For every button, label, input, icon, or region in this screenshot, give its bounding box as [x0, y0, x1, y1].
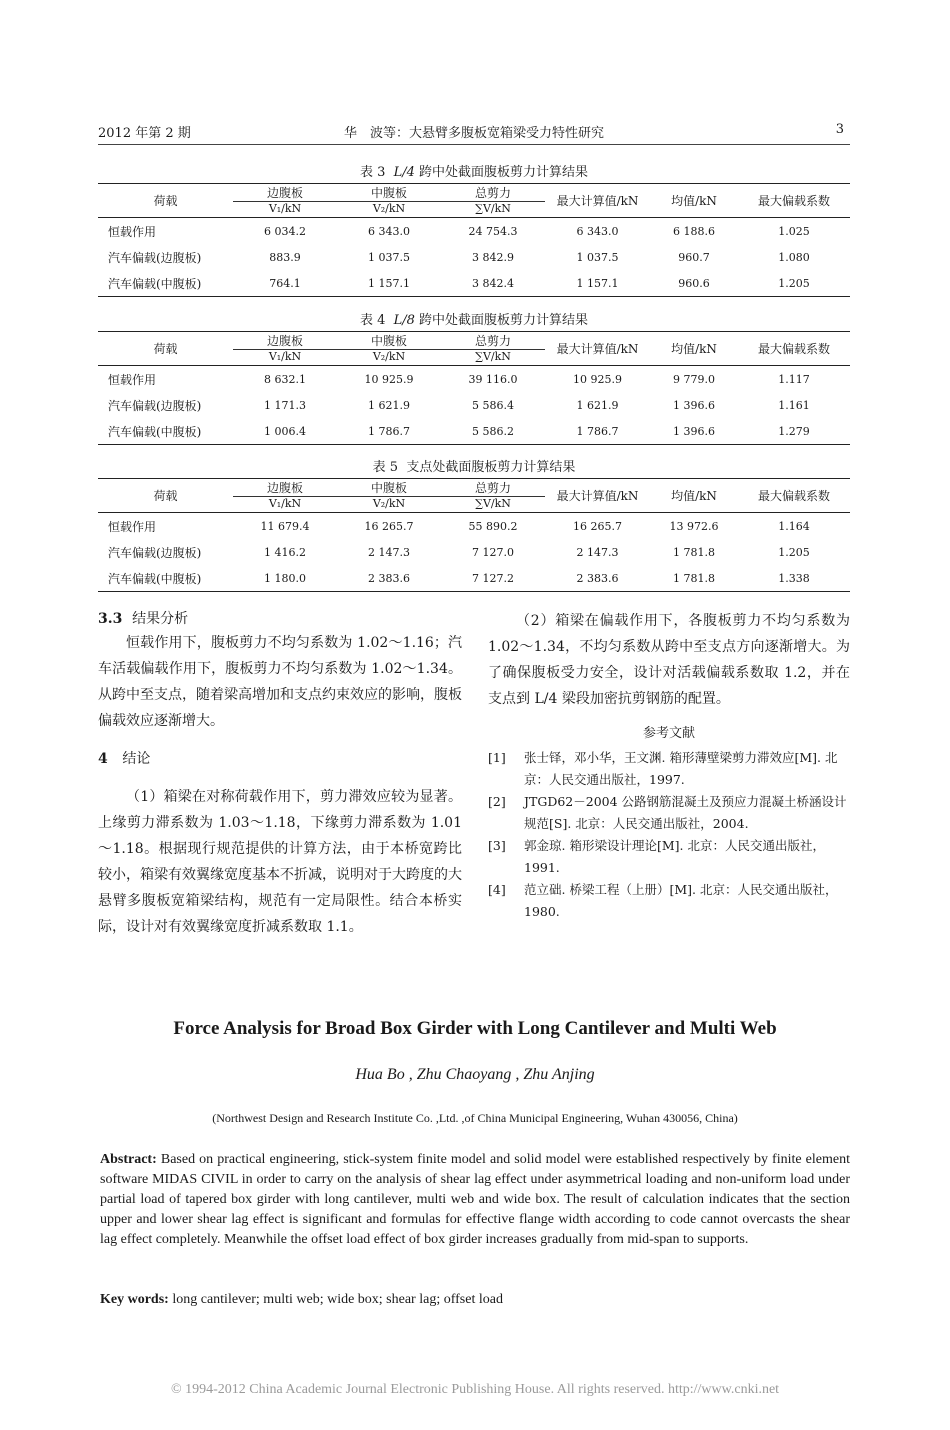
col-side-web: 边腹板	[233, 332, 337, 350]
table-title: 表 3 L/4 跨中处截面腹板剪力计算结果	[359, 165, 589, 180]
issue-label: 2012 年第 2 期	[98, 126, 191, 141]
col-load: 荷载	[153, 194, 178, 208]
table-4	[98, 311, 850, 445]
reference-item: [1] 张士铎，邓小华，王文渊. 箱形薄壁梁剪力滞效应[M]. 北京：人民交通出版社，1997.	[488, 750, 838, 787]
col-mid-web: 中腹板	[337, 332, 441, 350]
keywords: Key words: long cantilever; multi web; wide box; shear lag; offset load	[100, 1292, 503, 1307]
english-title: Force Analysis for Broad Box Girder with Long Cantilever and Multi Web	[173, 1018, 777, 1039]
paragraph: 恒载作用下，腹板剪力不均匀系数为 1.02～1.16；汽车活载偏载作用下，腹板剪力不均匀系数为 1.02～1.34。从跨中至支点，随着梁高增加和支点约束效应的影响，腹板偏载效应逐渐增大。	[98, 635, 462, 729]
keywords-label: Key words	[100, 1292, 165, 1307]
table-title: 表 4 L/8 跨中处截面腹板剪力计算结果	[359, 313, 589, 328]
col-side-web-unit: V₁/kN	[268, 350, 302, 363]
col-mean: 均值/kN	[671, 194, 717, 208]
table-row: 恒载作用 6 034.2 6 343.0 24 754.3 6 343.0 6 188.6 1.025	[108, 224, 810, 239]
col-coef: 最大偏载系数	[757, 342, 830, 356]
abstract-label: Abstract	[100, 1152, 153, 1167]
references-title: 参考文献	[642, 726, 695, 741]
abstract-text: Based on practical engineering, stick-system finite model and solid model were established respectively by finite element software MIDAS CIVIL in order to carry on the analysis of shear lag effect under asymmetrical loading and non-uniform load under partial load of tapered box girder with long cantilever, multi web and wide box. The result of calculation indicates that the section upper and lower shear lag effect is significant and formulas for effective flange width according to code cannot overcasts the shear lag effect completely. Meanwhile the offset load effect of box girder increases gradually from mid-span to supports.	[100, 1152, 850, 1247]
left-column	[98, 608, 462, 940]
col-total-unit: ∑V/kN	[475, 350, 511, 363]
data-table	[98, 331, 850, 445]
running-head	[98, 120, 850, 145]
keywords-text: long cantilever; multi web; wide box; shear lag; offset load	[172, 1292, 503, 1307]
table-5	[98, 458, 850, 592]
col-max: 最大计算值/kN	[556, 489, 639, 503]
col-total: 总剪力	[441, 479, 545, 497]
table-3	[98, 163, 850, 297]
col-coef: 最大偏载系数	[757, 489, 830, 503]
paragraph: （2）箱梁在偏载作用下，各腹板剪力不均匀系数为 1.02～1.34，不均匀系数从跨中至支点方向逐渐增大。为了确保腹板受力安全，设计对活载偏载系数取 1.2，并在支点到 L/4 梁段加密抗剪钢筋的配置。	[488, 613, 850, 707]
data-table	[98, 183, 850, 297]
col-side-web-unit: V₁/kN	[268, 202, 302, 215]
page-number: 3	[835, 122, 844, 137]
col-side-web-unit: V₁/kN	[268, 497, 302, 510]
col-total-unit: ∑V/kN	[475, 497, 511, 510]
table-row: 汽车偏载(中腹板) 1 180.0 2 383.6 7 127.2 2 383.6 1 781.8 1.338	[108, 571, 810, 586]
col-load: 荷载	[153, 342, 178, 356]
table-row: 汽车偏载(边腹板) 1 416.2 2 147.3 7 127.0 2 147.3 1 781.8 1.205	[108, 545, 810, 560]
col-mid-web: 中腹板	[337, 479, 441, 497]
col-mid-web-unit: V₂/kN	[372, 202, 406, 215]
col-load: 荷载	[153, 489, 178, 503]
col-total: 总剪力	[441, 332, 545, 350]
table-row: 汽车偏载(边腹板) 1 171.3 1 621.9 5 586.4 1 621.9 1 396.6 1.161	[108, 398, 810, 413]
col-total: 总剪力	[441, 184, 545, 202]
table-row: 汽车偏载(中腹板) 1 006.4 1 786.7 5 586.2 1 786.7 1 396.6 1.279	[108, 424, 810, 439]
copyright-footer: © 1994-2012 China Academic Journal Electronic Publishing House. All rights reserved. http://www.cnki.net	[170, 1382, 780, 1397]
reference-item: [3] 郭金琼. 箱形梁设计理论[M]. 北京：人民交通出版社，1991.	[488, 838, 825, 875]
col-total-unit: ∑V/kN	[475, 202, 511, 215]
col-max: 最大计算值/kN	[556, 342, 639, 356]
table-row: 汽车偏载(边腹板) 883.9 1 037.5 3 842.9 1 037.5 960.7 1.080	[108, 250, 810, 265]
paragraph: （1）箱梁在对称荷载作用下，剪力滞效应较为显著。上缘剪力滞系数为 1.03～1.18，下缘剪力滞系数为 1.01～1.18。根据现行规范提供的计算方法，由于本桥宽跨比较小，箱梁有效翼缘宽度基本不折减，说明对于大跨度的大悬臂多腹板宽箱梁结构，规范有一定局限性。结合本桥实际，设计对有效翼缘宽度折减系数取 1.1。	[98, 789, 462, 935]
english-authors: Hua Bo , Zhu Chaoyang , Zhu Anjing	[355, 1066, 595, 1083]
col-side-web: 边腹板	[233, 479, 337, 497]
right-column	[488, 608, 850, 923]
col-mid-web-unit: V₂/kN	[372, 350, 406, 363]
col-mean: 均值/kN	[671, 489, 717, 503]
table-row: 汽车偏载(中腹板) 764.1 1 157.1 3 842.4 1 157.1 960.6 1.205	[108, 276, 810, 291]
abstract: Abstract: Based on practical engineering, stick-system finite model and solid model were established respectively by finite element software MIDAS CIVIL in order to carry on the analysis of shear lag effect under asymmetrical loading and non-uniform load under partial load of tapered box girder with long cantilever, multi web and wide box. The result of calculation indicates that the section upper and lower shear lag effect is significant and formulas for effective flange width according to code cannot overcasts the shear lag effect completely. Meanwhile the offset load effect of box girder increases gradually from mid-span to supports.	[100, 1152, 850, 1247]
data-table	[98, 478, 850, 592]
table-row: 恒载作用 11 679.4 16 265.7 55 890.2 16 265.7 13 972.6 1.164	[108, 519, 810, 534]
table-title: 表 5 支点处截面腹板剪力计算结果	[372, 460, 576, 475]
section-heading: 4 结论	[98, 751, 151, 767]
col-max: 最大计算值/kN	[556, 194, 639, 208]
col-mid-web-unit: V₂/kN	[372, 497, 406, 510]
section-heading: 3.3 结果分析	[98, 611, 189, 627]
english-affiliation: (Northwest Design and Research Institute Co. ,Ltd. ,of China Municipal Engineering, Wuhan 430056, China)	[212, 1111, 738, 1125]
col-mid-web: 中腹板	[337, 184, 441, 202]
reference-item: [2] JTGD62－2004 公路钢筋混凝土及预应力混凝土桥涵设计规范[S]. 北京：人民交通出版社，2004.	[488, 794, 847, 831]
table-row: 恒载作用 8 632.1 10 925.9 39 116.0 10 925.9 9 779.0 1.117	[108, 372, 810, 387]
col-mean: 均值/kN	[671, 342, 717, 356]
running-title: 华 波等：大悬臂多腹板宽箱梁受力特性研究	[343, 126, 604, 141]
reference-item: [4] 范立础. 桥梁工程（上册）[M]. 北京：人民交通出版社，1980.	[488, 882, 838, 919]
col-side-web: 边腹板	[233, 184, 337, 202]
col-coef: 最大偏载系数	[757, 194, 830, 208]
